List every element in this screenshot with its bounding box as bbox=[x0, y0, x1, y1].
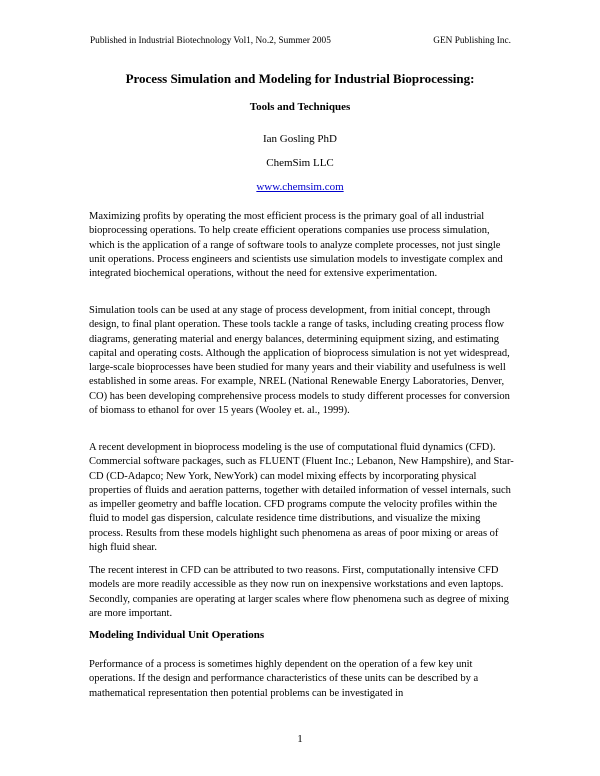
paragraph-text: A recent development in bioprocess modeling is the use of computational fluid dynamics (CFD). Commercial software packages, such as FLUENT (Fluent Inc.; Lebanon, New Hampshire), and Star-CD (CD-Adapco; New York, NewYork) can model mixing effects by incorporating physical properties of fluids and aeration patterns, together with detailed information of vessel internals, such as impeller geometry and baffle location. CFD programs compute the velocity profiles within the fluid to model gas dispersion, calculate residence time distributions, and visualize the mixing process. Results from these models highlight such phenomena as areas of poor mixing or areas of high fluid shear. bbox=[89, 442, 514, 554]
author-affiliation: ChemSim LLC bbox=[266, 157, 334, 169]
paragraph-text: Performance of a process is sometimes highly dependent on the operation of a few key unit operations. If the design and performance characteristics of these units can be described by a mathematical representation then potential problems can be investigated in bbox=[89, 659, 479, 699]
paragraph-text: The recent interest in CFD can be attributed to two reasons. First, computationally intensive CFD models are more readily accessible as they now run on inexpensive workstations and even laptops. Secondly, companies are operating at larger scales where flow phenomena such as degree of mixing are more important. bbox=[89, 565, 509, 619]
paragraph bbox=[89, 441, 515, 555]
paragraph bbox=[89, 564, 515, 621]
website-link[interactable]: www.chemsim.com bbox=[256, 181, 344, 193]
paragraph bbox=[89, 304, 515, 418]
paragraph bbox=[89, 210, 515, 281]
paragraph-text: Maximizing profits by operating the most efficient process is the primary goal of all industrial bioprocessing operations. To help create efficient operations companies use process simulation, which is the application of a range of software tools to analyze complete processes, not just single unit operations. Process engineers and scientists use simulation models to investigate complex and integrated biochemical operations, without the need for extensive experimentation. bbox=[89, 211, 503, 280]
header-publisher: GEN Publishing Inc. bbox=[433, 36, 511, 46]
paper-title: Process Simulation and Modeling for Industrial Bioprocessing: bbox=[125, 71, 475, 86]
header-journal: Published in Industrial Biotechnology Vol1, No.2, Summer 2005 bbox=[90, 36, 331, 46]
running-header bbox=[90, 36, 511, 46]
author-name: Ian Gosling PhD bbox=[263, 133, 337, 145]
section-heading: Modeling Individual Unit Operations bbox=[89, 629, 265, 641]
page-number: 1 bbox=[297, 733, 303, 745]
paragraph bbox=[89, 658, 515, 701]
paper-subtitle: Tools and Techniques bbox=[249, 101, 351, 113]
paragraph-text: Simulation tools can be used at any stage of process development, from initial concept, through design, to final plant operation. These tools tackle a range of tasks, including creating process flow diagrams, generating material and energy balances, determining equipment sizing, and estimating capital and operating costs. Although the application of bioprocess simulation is not yet widespread, large-scale bioprocesses have been studied for many years and their viability and usefulness is well established in some areas. For example, NREL (National Renewable Energy Laboratories, Denver, CO) has been developing comprehensive process models to study different processes for conversion of biomass to ethanol for over 15 years (Wooley et. al., 1999). bbox=[89, 305, 510, 417]
